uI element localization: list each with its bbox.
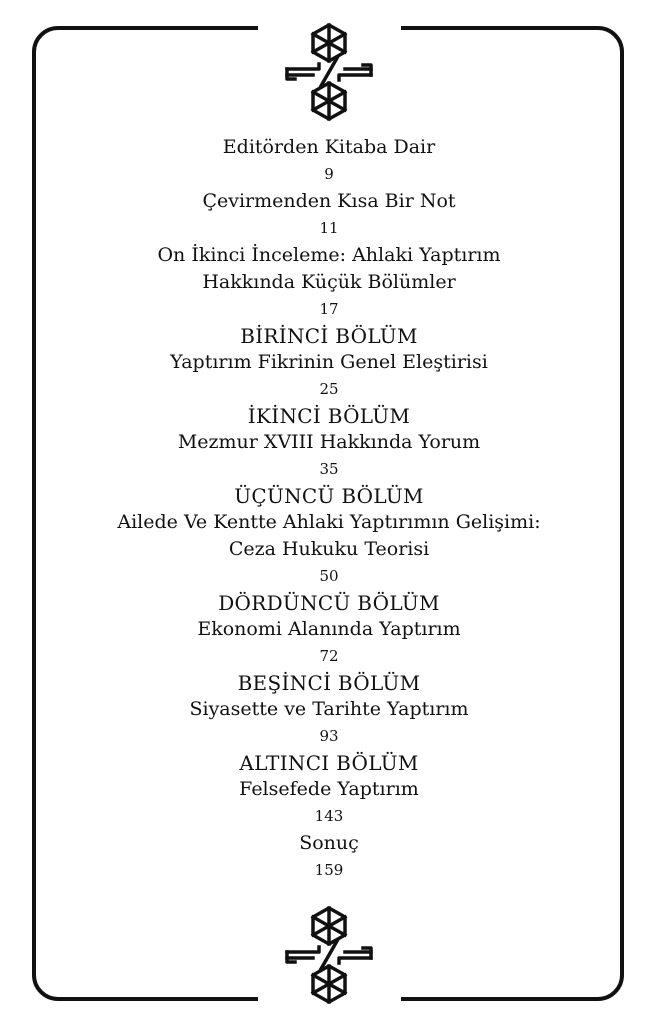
chapter-heading: İKİNCİ BÖLÜM [247,404,411,428]
toc-title: Sonuç [299,832,359,854]
chapter-heading: DÖRDÜNCÜ BÖLÜM [218,591,440,615]
ornament-bottom-icon [279,905,379,1005]
toc-entry-10 [50,830,608,884]
chapter-heading: ALTINCI BÖLÜM [239,751,419,775]
toc-page-number: 35 [319,460,339,478]
toc-page-number: 50 [319,567,339,585]
toc-page-number: 25 [319,380,339,398]
toc-page-number: 143 [314,807,344,825]
toc-entry-6 [50,483,608,590]
toc-entry-4 [50,323,608,403]
toc-page-number: 9 [324,165,334,183]
table-of-contents [50,134,608,884]
toc-entry-8 [50,670,608,750]
chapter-subtitle: Siyasette ve Tarihte Yaptırım [189,698,469,720]
toc-page-number: 11 [319,219,339,237]
toc-entry-3 [50,242,608,323]
chapter-subtitle: Mezmur XVIII Hakkında Yorum [177,431,481,453]
toc-title: Çevirmenden Kısa Bir Not [202,190,456,212]
toc-page-number: 17 [319,300,339,318]
chapter-subtitle: Felsefede Yaptırım [239,778,419,800]
toc-page-number: 159 [314,861,344,879]
toc-page-number: 72 [319,647,339,665]
chapter-subtitle: Yaptırım Fikrinin Genel Eleştirisi [170,351,488,373]
chapter-subtitle: Ekonomi Alanında Yaptırım [197,618,461,640]
ornament-top-icon [279,22,379,122]
toc-entry-7 [50,590,608,670]
toc-title: On İkinci İnceleme: Ahlaki Yaptırım Hakkında Küçük Bölümler [157,244,501,293]
toc-entry-9 [50,750,608,830]
toc-page-number: 93 [319,727,339,745]
chapter-subtitle: Ailede Ve Kentte Ahlaki Yaptırımın Gelişimi: Ceza Hukuku Teorisi [117,511,541,560]
toc-entry-5 [50,403,608,483]
chapter-heading: ÜÇÜNCÜ BÖLÜM [234,484,424,508]
chapter-heading: BEŞİNCİ BÖLÜM [237,671,421,695]
chapter-heading: BİRİNCİ BÖLÜM [240,324,418,348]
toc-entry-1 [50,134,608,188]
toc-entry-2 [50,188,608,242]
toc-title: Editörden Kitaba Dair [222,136,436,158]
